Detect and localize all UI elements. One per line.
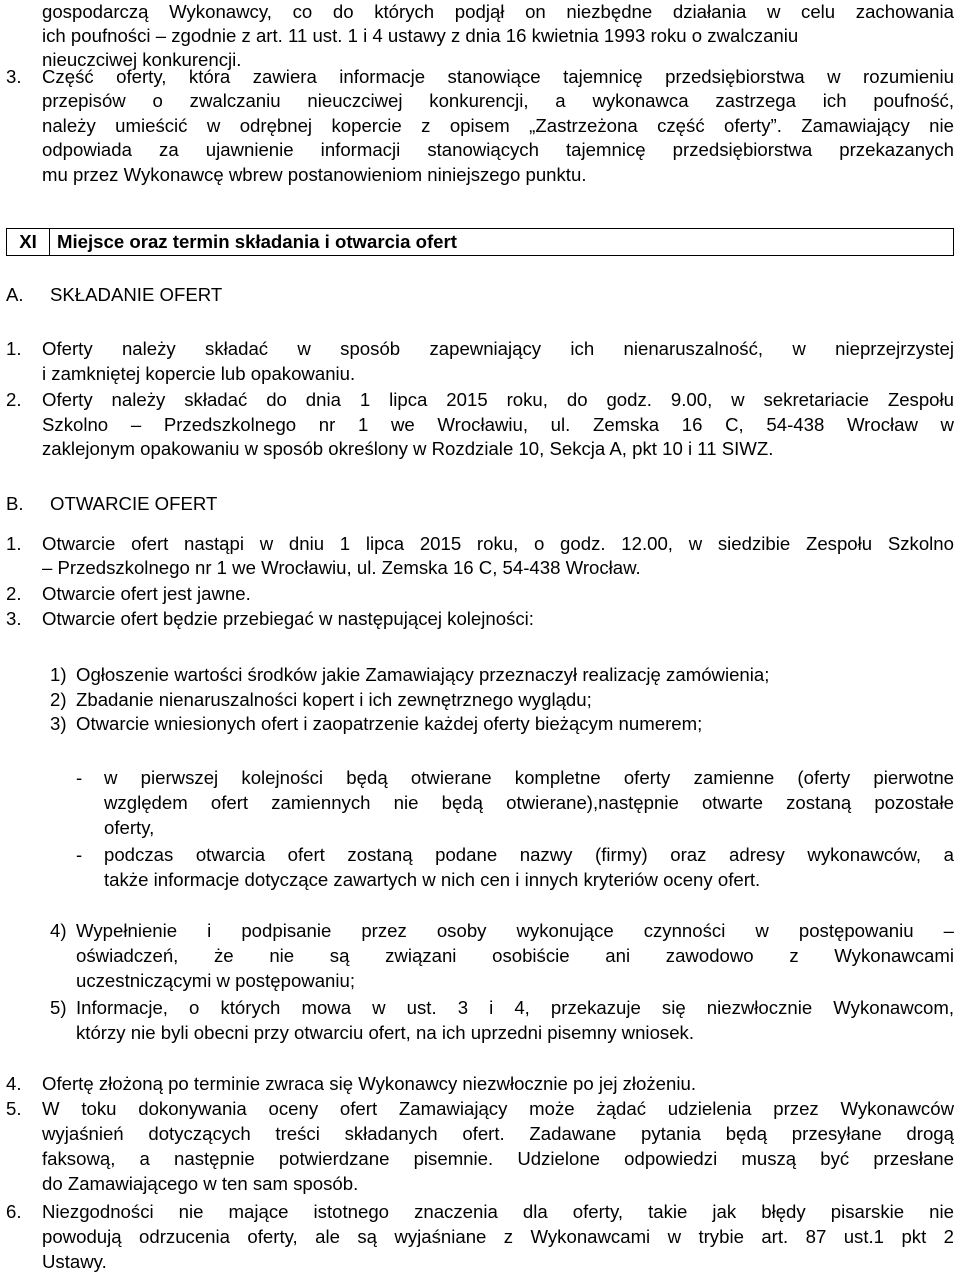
partB-item5-line: W toku dokonywania oceny ofert Zamawiający może żądać udzielenia przez Wykonawców [42,1098,954,1119]
partB-sub5-line: którzy nie byli obecni przy otwarciu ofert, na ich uprzedni pisemny wniosek. [76,1022,695,1043]
partB-sub5-number: 5) [50,997,67,1018]
point3-line: należy umieścić w odrębnej kopercie z opisem „Zastrzeżona część oferty”. Zamawiający nie [42,114,954,136]
partB-sub2-number: 2) [50,689,67,710]
partB-sub1-line: Ogłoszenie wartości środków jakie Zamawiający przeznaczył realizację zamówienia; [76,664,770,685]
partA-item2-number: 2. [6,389,22,410]
partA-item1-line: i zamkniętej kopercie lub opakowaniu. [42,362,356,384]
partB-item6-line: Niezgodności nie mające istotnego znaczenia dla oferty, takie jak błędy pisarskie nie [42,1201,954,1222]
partB-sub3-number: 3) [50,713,67,734]
partB-sub1-number: 1) [50,664,67,685]
intro-line: ich poufności – zgodnie z art. 11 ust. 1 i 4 ustawy z dnia 16 kwietnia 1993 roku o zwalczaniu [42,25,799,46]
partA-title: SKŁADANIE OFERT [50,284,223,305]
partB-sub4-line: Wypełnienie i podpisanie przez osoby wykonujące czynności w postępowaniu – [76,920,954,941]
partA-item2-line: zaklejonym opakowaniu w sposób określony w Rozdziale 10, Sekcja A, pkt 10 i 11 SIWZ. [42,438,774,459]
partB-item6-number: 6. [6,1201,22,1222]
point3-line: Część oferty, która zawiera informacje stanowiące tajemnicę przedsiębiorstwa w rozumieniu [42,66,954,87]
partB-item2-line: Otwarcie ofert jest jawne. [42,583,251,604]
intro-line: nieuczciwej konkurencji. [42,49,242,70]
partB-sub3-line: Otwarcie wniesionych ofert i zaopatrzenie każdej oferty bieżącym numerem; [76,713,703,734]
partB-item5-line: do Zamawiającego w ten sam sposób. [42,1173,359,1194]
point3-line: odpowiada za ujawnienie informacji stanowiących tajemnicę przedsiębiorstwa przekazanych [42,139,954,161]
partB-item1-line: Otwarcie ofert nastąpi w dniu 1 lipca 2015 roku, o godz. 12.00, w siedzibie Zespołu Szkolno [42,533,954,554]
partA-item2-line: Oferty należy składać do dnia 1 lipca 2015 roku, do godz. 9.00, w sekretariacie Zespołu [42,389,954,410]
partA-item1-line: Oferty należy składać w sposób zapewniający ich nienaruszalność, w nieprzejrzystej [42,338,954,359]
section-number: XI [7,229,50,255]
partB-title: OTWARCIE OFERT [50,493,218,514]
partB-dash1-line: względem ofert zamiennych nie będą otwierane),następnie otwarte zostaną pozostałe [104,792,954,813]
partA-item1-number: 1. [6,338,22,359]
partA-item2-line: Szkolno – Przedszkolnego nr 1 we Wrocławiu, ul. Zemska 16 C, 54-438 Wrocław w [42,413,954,435]
partB-item6-line: powodują odrzucenia oferty, ale są wyjaśniane z Wykonawcami w trybie art. 87 ust.1 pkt 2 [42,1226,954,1247]
partB-item2-number: 2. [6,583,22,604]
partB-sub4-line: uczestniczącymi w postępowaniu; [76,970,356,991]
point3-line: mu przez Wykonawcę wbrew postanowieniom niniejszego punktu. [42,163,587,185]
point3-number: 3. [6,66,22,87]
partB-dash2-line: także informacje dotyczące zawartych w nich cen i innych kryteriów oceny ofert. [104,869,761,890]
partB-item4-number: 4. [6,1073,22,1094]
partB-item5-line: wyjaśnień dotyczących treści składanych ofert. Zadawane pytania będą przesyłane drogą [42,1123,954,1144]
partB-sub5-line: Informacje, o których mowa w ust. 3 i 4, przekazuje się niezwłocznie Wykonawcom, [76,997,954,1018]
intro-line: gospodarczą Wykonawcy, co do których podjął on niezbędne działania w celu zachowania [42,1,954,22]
partA-letter: A. [6,284,24,305]
partB-dash1-number: - [76,767,83,788]
partB-letter: B. [6,493,24,514]
section-header [6,228,954,256]
partB-item5-number: 5. [6,1098,22,1119]
partB-sub4-number: 4) [50,920,67,941]
partB-item1-line: – Przedszkolnego nr 1 we Wrocławiu, ul. Zemska 16 C, 54-438 Wrocław. [42,557,641,578]
partB-item5-line: faksową, a następnie potwierdzane pisemnie. Udzielone odpowiedzi muszą być przesłane [42,1148,954,1169]
partB-sub4-line: oświadczeń, że nie są związani osobiście ani zawodowo z Wykonawcami [76,945,954,966]
partB-item4-line: Ofertę złożoną po terminie zwraca się Wykonawcy niezwłocznie po jej złożeniu. [42,1073,697,1094]
point3-line: przepisów o zwalczaniu nieuczciwej konkurencji, a wykonawca zastrzega ich poufność, [42,90,954,112]
partB-item6-line: Ustawy. [42,1251,107,1272]
section-title: Miejsce oraz termin składania i otwarcia ofert [57,231,457,252]
partB-item1-number: 1. [6,533,22,554]
partB-sub2-line: Zbadanie nienaruszalności kopert i ich zewnętrznego wyglądu; [76,689,592,710]
partB-dash1-line: oferty, [104,817,155,838]
partB-dash2-line: podczas otwarcia ofert zostaną podane nazwy (firmy) oraz adresy wykonawców, a [104,844,954,865]
partB-item3-number: 3. [6,608,22,629]
partB-item3-line: Otwarcie ofert będzie przebiegać w następującej kolejności: [42,608,534,629]
partB-dash2-number: - [76,844,83,865]
partB-dash1-line: w pierwszej kolejności będą otwierane kompletne oferty zamienne (oferty pierwotne [104,767,954,788]
